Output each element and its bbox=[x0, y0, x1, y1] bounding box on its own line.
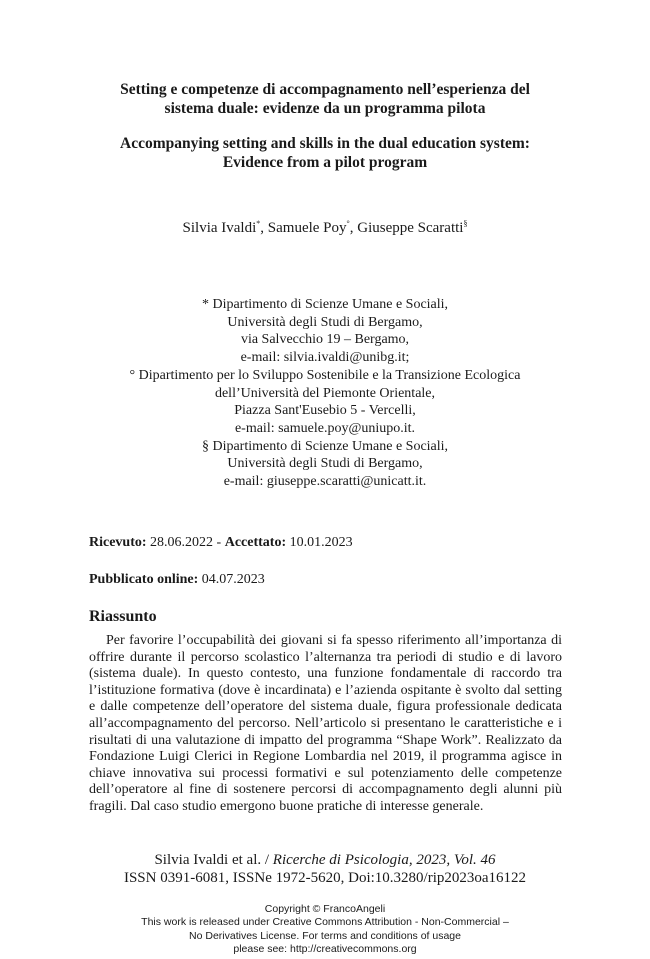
affiliation-email: e-mail: samuele.poy@uniupo.it. bbox=[234, 420, 416, 436]
affiliation-line: Università degli Studi di Bergamo, bbox=[227, 456, 423, 472]
license-link-line: please see: http://creativecommons.org bbox=[233, 942, 417, 955]
title-italian bbox=[60, 80, 590, 118]
citation-journal: Ricerche di Psicologia, 2023, Vol. 46 bbox=[272, 852, 496, 868]
received-label: Ricevuto: bbox=[89, 535, 147, 550]
author-name: Silvia Ivaldi bbox=[182, 220, 257, 236]
title-english-line-2: Evidence from a pilot program bbox=[222, 154, 428, 171]
abstract-heading: Riassunto bbox=[89, 608, 157, 625]
abstract-text: Per favorire l’occupabilità dei giovani si fa spesso riferimento all’importanza di offrire durante il percorso scolastico l’alternanza tra periodi di studio e di lavoro (sistema duale). In questo contesto, una funzione fondamentale di raccordo tra l’istituzione formativa (dove è incardinata) e l’azienda ospitante è svolto dal setting e dalle competenze dell’operatore del sistema duale, figura professionale dedicata all’accompagnamento del percorso. Nell’articolo si presentano le caratteristiche e i risultati di una valutazione di impatto del programma “Shape Work”. Realizzato da Fondazione Luigi Clerici in Regione Lombardia nel 2019, il programma agisce in chiave innovativa sui processi formativi e sul potenziamento delle competenze dell’operatore al fine di sostenere percorsi di accompagnamento degli alunni più fragili. Dal caso studio emergono buone pratiche di interesse generale. bbox=[89, 633, 562, 814]
title-english bbox=[60, 134, 590, 172]
published-date: 04.07.2023 bbox=[198, 572, 265, 587]
license-line: This work is released under Creative Commons Attribution - Non-Commercial – bbox=[141, 916, 509, 929]
affiliation-line: * Dipartimento di Scienze Umane e Sociali, bbox=[201, 297, 449, 312]
affiliation-line: Università degli Studi di Bergamo, bbox=[227, 314, 423, 330]
affiliations bbox=[60, 296, 590, 491]
received-accepted-dates bbox=[89, 535, 353, 551]
accepted-date: 10.01.2023 bbox=[286, 535, 353, 550]
author-mark: § bbox=[463, 219, 468, 228]
citation-issn: ISSN 0391-6081, ISSNe 1972-5620, Doi:10.3280/rip2023oa16122 bbox=[123, 870, 527, 886]
title-italian-line-2: sistema duale: evidenze da un programma pilota bbox=[164, 100, 486, 117]
citation-authors: Silvia Ivaldi et al. / bbox=[154, 852, 273, 868]
affiliation-line: ° Dipartimento per lo Sviluppo Sostenibile e la Transizione Ecologica bbox=[129, 367, 521, 383]
author-mark: * bbox=[256, 219, 261, 228]
accepted-label: Accettato: bbox=[224, 535, 287, 550]
affiliation-line: § Dipartimento di Scienze Umane e Sociali, bbox=[201, 438, 449, 454]
affiliation-email: e-mail: silvia.ivaldi@unibg.it; bbox=[240, 350, 410, 366]
author-mark: ° bbox=[346, 219, 350, 228]
citation-line-1 bbox=[0, 851, 650, 869]
title-italian-line-1: Setting e competenze di accompagnamento nell’esperienza del bbox=[120, 81, 530, 98]
affiliation-line: Piazza Sant'Eusebio 5 - Vercelli, bbox=[234, 403, 416, 419]
published-date-line bbox=[89, 572, 265, 588]
copyright-notice bbox=[0, 903, 650, 956]
citation-footer bbox=[0, 851, 650, 887]
affiliation-line: via Salvecchio 19 – Bergamo, bbox=[240, 332, 410, 348]
published-label: Pubblicato online: bbox=[89, 572, 199, 587]
copyright-line: Copyright © FrancoAngeli bbox=[264, 903, 386, 915]
received-date: 28.06.2022 - bbox=[146, 535, 225, 550]
author-list: Silvia Ivaldi*, Samuele Poy°, Giuseppe Scaratti§ bbox=[182, 219, 468, 236]
affiliation-email: e-mail: giuseppe.scaratti@unicatt.it. bbox=[223, 474, 427, 490]
license-line: No Derivatives License. For terms and conditions of usage bbox=[189, 929, 461, 942]
author-name: Samuele Poy bbox=[267, 220, 347, 236]
author-name: Giuseppe Scaratti bbox=[357, 220, 464, 236]
title-english-line-1: Accompanying setting and skills in the dual education system: bbox=[120, 135, 530, 152]
affiliation-line: dell’Università del Piemonte Orientale, bbox=[214, 385, 436, 401]
